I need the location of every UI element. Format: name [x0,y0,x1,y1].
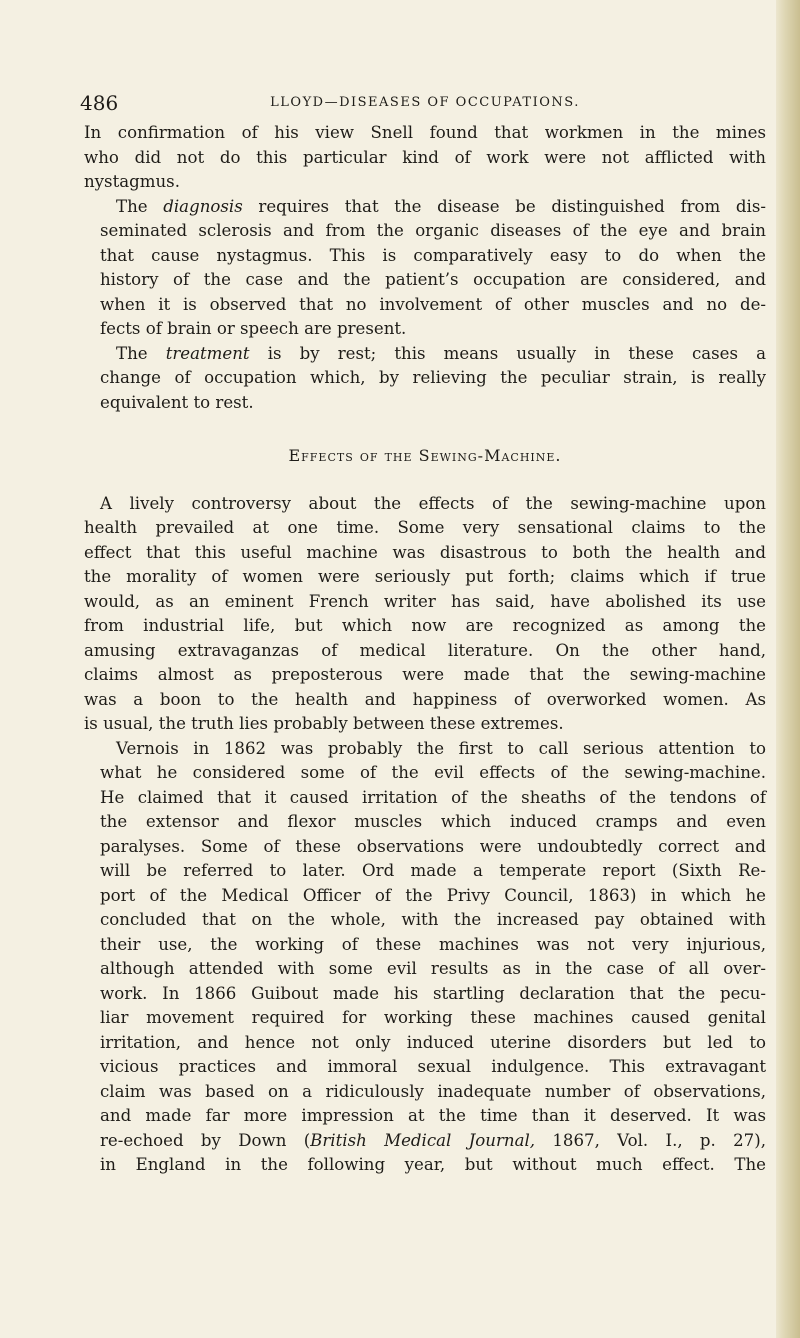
text-line: the extensor and flexor muscles which induced cramps and even [100,812,766,831]
text-line: port of the Medical Officer of the Privy Council, 1863) in which he [100,885,766,905]
text-line: claims almost as preposterous were made that the sewing-machine [84,665,766,684]
text-line: paralyses. Some of these observations were undoubtedly correct and [100,836,766,856]
text-line: when it is observed that no involvement of other muscles and no de- [100,294,766,314]
body-text [84,121,766,1178]
text-line: history of the case and the patient’s occupation are considered, and [100,270,766,289]
text-line: and made far more impression at the time than it deserved. It was [100,1106,766,1125]
text-line: was a boon to the health and happiness of overworked women. As [84,689,766,709]
text-line: that cause nystagmus. This is comparatively easy to do when the [100,245,766,265]
running-head: LLOYD—DISEASES OF OCCUPATIONS. [270,95,580,110]
text-line: from industrial life, but which now are recognized as among the [84,616,766,635]
text-line: who did not do this particular kind of work were not afflicted with [84,147,766,167]
section-heading: Effects of the Sewing-Machine. [288,446,562,465]
text-line: although attended with some evil results as in the case of all over- [100,959,766,978]
text-line: health prevailed at one time. Some very sensational claims to the [84,518,766,537]
text-line: their use, the working of these machines was not very injurious, [100,934,766,954]
text-line: vicious practices and immoral sexual indulgence. This extravagant [100,1057,766,1076]
page-header [80,88,770,118]
text-line: effect that this useful machine was disastrous to both the health and [84,542,766,562]
text-line: concluded that on the whole, with the increased pay obtained with [100,910,766,929]
text-line: what he considered some of the evil effects of the sewing-machine. [100,763,766,782]
text-line: In confirmation of his view Snell found that workmen in the mines [84,123,766,142]
text-line: is usual, the truth lies probably between these extremes. [84,714,564,733]
text-line: nystagmus. [84,172,180,191]
paragraph-controversy [84,492,766,737]
text-line-citation: re-echoed by Down (British Medical Journal, 1867, Vol. I., p. 27), [100,1130,766,1150]
text-line: seminated sclerosis and from the organic diseases of the eye and brain [100,221,766,240]
text-line: He claimed that it caused irritation of the sheaths of the tendons of [100,787,766,807]
paragraph-vernois [84,737,766,1178]
page-edge-shadow [776,0,800,1338]
text-line: in England in the following year, but without much effect. The [100,1155,766,1174]
text-line: equivalent to rest. [100,392,254,412]
term-treatment: treatment [165,343,250,363]
text-line: A lively controversy about the effects of the sewing-machine upon [100,493,766,513]
paragraph-treatment [84,342,766,416]
text-line: amusing extravaganzas of medical literature. On the other hand, [84,640,766,660]
text-line: claim was based on a ridiculously inadequate number of observations, [100,1081,766,1101]
paragraph-snell [84,121,766,195]
text-line: would, as an eminent French writer has said, have abolished its use [84,591,766,611]
text-line: work. In 1866 Guibout made his startling declaration that the pecu- [100,983,766,1003]
text-line: The diagnosis requires that the disease be distinguished from dis- [116,196,766,216]
term-diagnosis: diagnosis [163,196,243,216]
text-line: Vernois in 1862 was probably the first to call serious attention to [116,738,766,758]
paragraph-diagnosis [84,195,766,342]
journal-title: British Medical Journal, [310,1130,536,1150]
text-line: The treatment is by rest; this means usually in these cases a [116,343,766,363]
text-line: fects of brain or speech are present. [100,319,407,338]
text-line: will be referred to later. Ord made a temperate report (Sixth Re- [100,861,766,880]
text-line: change of occupation which, by relieving the peculiar strain, is really [100,368,766,387]
text-line: the morality of women were seriously put forth; claims which if true [84,567,766,586]
page-number: 486 [80,91,119,115]
text-line: liar movement required for working these machines caused genital [100,1008,766,1027]
text-line: irritation, and hence not only induced uterine disorders but led to [100,1032,766,1052]
